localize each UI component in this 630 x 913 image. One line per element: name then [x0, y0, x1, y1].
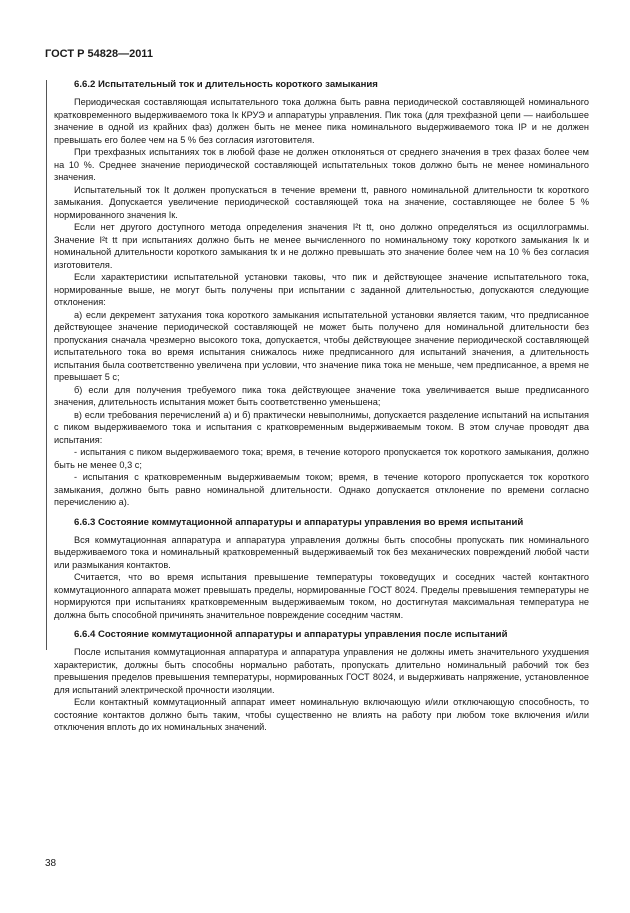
paragraph: Вся коммутационная аппаратура и аппаратура управления должны быть способны пропускать пик номинального выдерживаемого тока и номинальный кратковременный выдерживаемый ток без механических повреждений любой части или размыкания контактов.	[54, 534, 589, 570]
paragraph: Считается, что во время испытания превышение температуры токоведущих и соседних частей контактного коммутационного аппарата может превышать пределы, нормированные ГОСТ 8024. Пределы превышения температуры не нормируются при испытаниях кратковременным выдерживаемым током, но достигнутая максимальная температура не должна быть способной причинять значительное повреждение соседним частям.	[54, 572, 589, 620]
section-6-6-4-title: 6.6.4 Состояние коммутационной аппаратуры и аппаратуры управления после испытаний	[74, 629, 508, 640]
page-content	[54, 78, 589, 734]
paragraph: Если нет другого доступного метода определения значения I²t tt, оно должно определяться из осциллограммы. Значение I²t tt при испытаниях должно быть не менее вычисленного по номинальному току короткого замыкания Iк и номинальной длительности короткого замыкания tк и не должно превышать это значение более чем на 10 % без согласия изготовителя.	[54, 222, 589, 270]
paragraph: Если характеристики испытательной установки таковы, что пик и действующее значение испытательного тока, нормированные выше, не могут быть получены при испытании с заданной длительностью, допускаются следующие отклонения:	[54, 272, 589, 307]
list-item: - испытания с пиком выдерживаемого тока; время, в течение которого пропускается ток короткого замыкания, должно быть не менее 0,3 с;	[54, 447, 589, 470]
paragraph: После испытания коммутационная аппаратура и аппаратура управления не должны иметь значительного ухудшения характеристик, должны быть способны нормально работать, пропускать длительно номинальный рабочий ток без превышения пределов превышения температуры, нормированных ГОСТ 8024, и выдерживать напряжение, установленное для испытаний электрической прочности изоляции.	[54, 647, 589, 695]
paragraph: Испытательный ток It должен пропускаться в течение времени tt, равного номинальной длительности tк короткого замыкания. Допускается увеличение периодической составляющей тока на значение, составляющее не более 5 % нормированного значения Iк.	[54, 184, 589, 220]
paragraph: Если контактный коммутационный аппарат имеет номинальную включающую и/или отключающую способность, то состояние контактов должно быть таким, чтобы существенно не влиять на работу при любом токе включения и/или отключения вплоть до их номинальных значений.	[54, 697, 589, 732]
list-item: - испытания с кратковременным выдерживаемым током; время, в течение которого пропускается ток короткого замыкания, должно быть равно номинальной длительности. Однако допускается отклонение по времени согласно перечислению а).	[54, 472, 589, 507]
paragraph: При трехфазных испытаниях ток в любой фазе не должен отклоняться от среднего значения в трех фазах более чем на 10 %. Среднее значение периодической составляющей испытательных токов должно быть не менее номинального значения.	[54, 147, 589, 182]
revision-bar	[46, 80, 47, 650]
list-item: а) если декремент затухания тока короткого замыкания испытательной установки является таким, что предписанное действующее значение периодической составляющей не может быть получено для номинальной длительности без пропускания сначала чрезмерно высокого тока, допускается, чтобы действующее значение периодической составляющей испытательного тока во время испытания снижалось ниже предписанного для испытаний значения, а длительность испытания была соответственно увеличена при условии, что значение пика тока не меньше, чем предписанное, а время не превышает 5 с;	[54, 309, 589, 382]
paragraph: Периодическая составляющая испытательного тока должна быть равна периодической составляющей номинального кратковременного выдерживаемого тока Iк КРУЭ и аппаратуры управления. Пик тока (для трехфазной цепи — наибольшее значение в одной из крайних фаз) должен быть не менее пика номинального выдерживаемого тока IP и не должен превышать его более чем на 5 % без согласия изготовителя.	[54, 97, 589, 145]
page-number: 38	[45, 858, 57, 869]
section-6-6-3-title: 6.6.3 Состояние коммутационной аппаратуры и аппаратуры управления во время испытаний	[74, 516, 524, 528]
document-header: ГОСТ Р 54828—2011	[45, 48, 153, 60]
section-6-6-2-title: 6.6.2 Испытательный ток и длительность короткого замыкания	[74, 79, 378, 90]
list-item: в) если требования перечислений а) и б) практически невыполнимы, допускается разделение испытаний на испытания с пиком выдерживаемого тока и испытания с кратковременным выдерживаемым током. В этом случае проводят два испытания:	[54, 409, 589, 445]
list-item: б) если для получения требуемого пика тока действующее значение тока увеличивается выше предписанного значения, длительность испытания может быть соответственно уменьшена;	[54, 384, 589, 407]
